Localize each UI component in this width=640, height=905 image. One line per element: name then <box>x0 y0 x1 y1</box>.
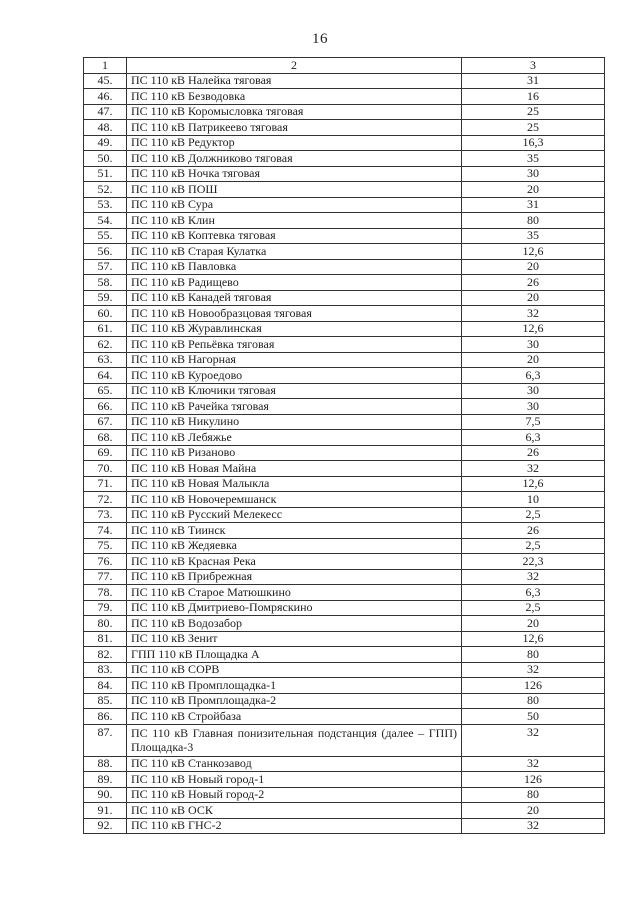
table-row <box>84 787 605 803</box>
value-cell: 7,5 <box>462 414 605 430</box>
table-row <box>84 461 605 477</box>
substation-name-cell: ПС 110 кВ ГНС-2 <box>127 818 462 834</box>
table-row <box>84 213 605 229</box>
table-row <box>84 678 605 694</box>
value-cell: 2,5 <box>462 538 605 554</box>
row-number-cell: 92. <box>84 818 127 834</box>
row-number-cell: 47. <box>84 104 127 120</box>
column-header-number: 1 <box>84 58 127 74</box>
column-header-value: 3 <box>462 58 605 74</box>
substation-name-cell: ПС 110 кВ Коптевка тяговая <box>127 228 462 244</box>
row-number-cell: 64. <box>84 368 127 384</box>
value-cell: 32 <box>462 306 605 322</box>
value-cell: 32 <box>462 569 605 585</box>
value-cell: 126 <box>462 678 605 694</box>
row-number-cell: 90. <box>84 787 127 803</box>
row-number-cell: 79. <box>84 600 127 616</box>
value-cell: 35 <box>462 228 605 244</box>
table-row <box>84 151 605 167</box>
row-number-cell: 49. <box>84 135 127 151</box>
value-cell: 30 <box>462 337 605 353</box>
row-number-cell: 83. <box>84 662 127 678</box>
value-cell: 30 <box>462 383 605 399</box>
table-row <box>84 89 605 105</box>
substation-name-cell: ПС 110 кВ Промплощадка-1 <box>127 678 462 694</box>
row-number-cell: 63. <box>84 352 127 368</box>
value-cell: 6,3 <box>462 585 605 601</box>
table-row <box>84 709 605 725</box>
table-row <box>84 507 605 523</box>
substation-name-cell: ПС 110 кВ Нагорная <box>127 352 462 368</box>
table-row <box>84 120 605 136</box>
substation-name-cell: ПС 110 кВ Сура <box>127 197 462 213</box>
value-cell: 80 <box>462 213 605 229</box>
row-number-cell: 78. <box>84 585 127 601</box>
table-row <box>84 631 605 647</box>
substation-name-cell: ПС 110 кВ Новочеремшанск <box>127 492 462 508</box>
row-number-cell: 73. <box>84 507 127 523</box>
substation-name-cell: ПС 110 кВ Налейка тяговая <box>127 73 462 89</box>
substation-name-cell: ПС 110 кВ Старое Матюшкино <box>127 585 462 601</box>
value-cell: 35 <box>462 151 605 167</box>
value-cell: 6,3 <box>462 368 605 384</box>
table-header-row <box>84 58 605 74</box>
row-number-cell: 89. <box>84 772 127 788</box>
value-cell: 20 <box>462 352 605 368</box>
value-cell: 30 <box>462 166 605 182</box>
table-row <box>84 662 605 678</box>
row-number-cell: 59. <box>84 290 127 306</box>
value-cell: 32 <box>462 662 605 678</box>
table-row <box>84 321 605 337</box>
table-row <box>84 352 605 368</box>
substation-name-cell: ПС 110 кВ Новая Майна <box>127 461 462 477</box>
row-number-cell: 55. <box>84 228 127 244</box>
row-number-cell: 56. <box>84 244 127 260</box>
substation-name-cell: ПС 110 кВ Клин <box>127 213 462 229</box>
table-row <box>84 197 605 213</box>
value-cell: 12,6 <box>462 244 605 260</box>
value-cell: 20 <box>462 259 605 275</box>
substation-name-cell: ПС 110 кВ Новый город-1 <box>127 772 462 788</box>
table-row <box>84 492 605 508</box>
substation-name-cell: ГПП 110 кВ Площадка А <box>127 647 462 663</box>
table-row <box>84 259 605 275</box>
table-row <box>84 600 605 616</box>
substation-name-cell: ПС 110 кВ ОСК <box>127 803 462 819</box>
table-row <box>84 430 605 446</box>
row-number-cell: 54. <box>84 213 127 229</box>
table-row <box>84 445 605 461</box>
value-cell: 25 <box>462 120 605 136</box>
substation-name-cell: ПС 110 кВ Безводовка <box>127 89 462 105</box>
value-cell: 12,6 <box>462 321 605 337</box>
table-row <box>84 337 605 353</box>
value-cell: 32 <box>462 461 605 477</box>
row-number-cell: 65. <box>84 383 127 399</box>
substation-name-cell: ПС 110 кВ Красная Река <box>127 554 462 570</box>
substation-name-cell: ПС 110 кВ Станкозавод <box>127 756 462 772</box>
value-cell: 32 <box>462 818 605 834</box>
value-cell: 31 <box>462 73 605 89</box>
value-cell: 12,6 <box>462 631 605 647</box>
table-row <box>84 135 605 151</box>
value-cell: 26 <box>462 523 605 539</box>
value-cell: 32 <box>462 724 605 756</box>
table-row <box>84 383 605 399</box>
substation-name-cell: ПС 110 кВ Лебяжье <box>127 430 462 446</box>
value-cell: 2,5 <box>462 600 605 616</box>
table-row <box>84 104 605 120</box>
row-number-cell: 70. <box>84 461 127 477</box>
substation-name-cell: ПС 110 кВ Русский Мелекесс <box>127 507 462 523</box>
table-row <box>84 244 605 260</box>
value-cell: 31 <box>462 197 605 213</box>
value-cell: 26 <box>462 275 605 291</box>
row-number-cell: 62. <box>84 337 127 353</box>
table-row <box>84 306 605 322</box>
table-row <box>84 647 605 663</box>
substation-name-cell: ПС 110 кВ Павловка <box>127 259 462 275</box>
row-number-cell: 71. <box>84 476 127 492</box>
value-cell: 26 <box>462 445 605 461</box>
table-body <box>84 58 605 834</box>
page-number: 16 <box>312 31 328 47</box>
row-number-cell: 69. <box>84 445 127 461</box>
row-number-cell: 51. <box>84 166 127 182</box>
value-cell: 10 <box>462 492 605 508</box>
table-row <box>84 166 605 182</box>
table-row <box>84 772 605 788</box>
value-cell: 20 <box>462 290 605 306</box>
row-number-cell: 60. <box>84 306 127 322</box>
table-row <box>84 228 605 244</box>
table-row <box>84 803 605 819</box>
value-cell: 22,3 <box>462 554 605 570</box>
substation-table <box>83 57 605 834</box>
value-cell: 20 <box>462 616 605 632</box>
row-number-cell: 68. <box>84 430 127 446</box>
substation-name-cell: ПС 110 кВ Ризаново <box>127 445 462 461</box>
substation-name-cell: ПС 110 кВ Куроедово <box>127 368 462 384</box>
row-number-cell: 57. <box>84 259 127 275</box>
table-row <box>84 818 605 834</box>
substation-name-cell: ПС 110 кВ Новый город-2 <box>127 787 462 803</box>
value-cell: 2,5 <box>462 507 605 523</box>
row-number-cell: 50. <box>84 151 127 167</box>
substation-name-cell: ПС 110 кВ Старая Кулатка <box>127 244 462 260</box>
row-number-cell: 88. <box>84 756 127 772</box>
column-header-name: 2 <box>127 58 462 74</box>
table-row <box>84 585 605 601</box>
row-number-cell: 84. <box>84 678 127 694</box>
substation-name-cell: ПС 110 кВ Тиинск <box>127 523 462 539</box>
value-cell: 30 <box>462 399 605 415</box>
row-number-cell: 66. <box>84 399 127 415</box>
value-cell: 50 <box>462 709 605 725</box>
value-cell: 20 <box>462 803 605 819</box>
substation-name-cell: ПС 110 кВ Прибрежная <box>127 569 462 585</box>
row-number-cell: 86. <box>84 709 127 725</box>
value-cell: 6,3 <box>462 430 605 446</box>
row-number-cell: 61. <box>84 321 127 337</box>
substation-name-cell: ПС 110 кВ Жедяевка <box>127 538 462 554</box>
substation-name-cell: ПС 110 кВ Ключики тяговая <box>127 383 462 399</box>
row-number-cell: 48. <box>84 120 127 136</box>
row-number-cell: 72. <box>84 492 127 508</box>
substation-name-cell: ПС 110 кВ Должниково тяговая <box>127 151 462 167</box>
value-cell: 80 <box>462 693 605 709</box>
row-number-cell: 46. <box>84 89 127 105</box>
value-cell: 16,3 <box>462 135 605 151</box>
value-cell: 32 <box>462 756 605 772</box>
substation-name-cell: ПС 110 кВ Стройбаза <box>127 709 462 725</box>
substation-name-cell: ПС 110 кВ Новая Малыкла <box>127 476 462 492</box>
table-row <box>84 182 605 198</box>
substation-name-cell: ПС 110 кВ СОРВ <box>127 662 462 678</box>
table-row <box>84 73 605 89</box>
substation-name-cell: ПС 110 кВ Новообразцовая тяговая <box>127 306 462 322</box>
value-cell: 12,6 <box>462 476 605 492</box>
substation-name-cell: ПС 110 кВ Журавлинская <box>127 321 462 337</box>
table-row <box>84 756 605 772</box>
row-number-cell: 85. <box>84 693 127 709</box>
row-number-cell: 58. <box>84 275 127 291</box>
substation-name-cell: ПС 110 кВ Репьёвка тяговая <box>127 337 462 353</box>
substation-name-cell: ПС 110 кВ ПОШ <box>127 182 462 198</box>
table-row <box>84 569 605 585</box>
table-row <box>84 368 605 384</box>
row-number-cell: 53. <box>84 197 127 213</box>
row-number-cell: 82. <box>84 647 127 663</box>
substation-name-cell: ПС 110 кВ Водозабор <box>127 616 462 632</box>
value-cell: 126 <box>462 772 605 788</box>
value-cell: 80 <box>462 647 605 663</box>
substation-name-cell: ПС 110 кВ Радищево <box>127 275 462 291</box>
table-row <box>84 554 605 570</box>
table-row <box>84 523 605 539</box>
table-row <box>84 414 605 430</box>
row-number-cell: 77. <box>84 569 127 585</box>
substation-name-cell: ПС 110 кВ Коромысловка тяговая <box>127 104 462 120</box>
row-number-cell: 52. <box>84 182 127 198</box>
row-number-cell: 74. <box>84 523 127 539</box>
value-cell: 20 <box>462 182 605 198</box>
row-number-cell: 91. <box>84 803 127 819</box>
row-number-cell: 81. <box>84 631 127 647</box>
value-cell: 80 <box>462 787 605 803</box>
table-row <box>84 275 605 291</box>
row-number-cell: 76. <box>84 554 127 570</box>
value-cell: 25 <box>462 104 605 120</box>
substation-name-cell: ПС 110 кВ Дмитриево-Помряскино <box>127 600 462 616</box>
substation-name-cell: ПС 110 кВ Редуктор <box>127 135 462 151</box>
table-row <box>84 724 605 756</box>
table-row <box>84 693 605 709</box>
table-row <box>84 290 605 306</box>
value-cell: 16 <box>462 89 605 105</box>
row-number-cell: 87. <box>84 724 127 756</box>
substation-name-cell: ПС 110 кВ Никулино <box>127 414 462 430</box>
substation-name-cell: ПС 110 кВ Канадей тяговая <box>127 290 462 306</box>
row-number-cell: 80. <box>84 616 127 632</box>
substation-name-cell: ПС 110 кВ Главная понизительная подстанция (далее – ГПП) Площадка-3 <box>127 724 462 756</box>
substation-name-cell: ПС 110 кВ Рачейка тяговая <box>127 399 462 415</box>
substation-name-cell: ПС 110 кВ Ночка тяговая <box>127 166 462 182</box>
row-number-cell: 67. <box>84 414 127 430</box>
table-row <box>84 538 605 554</box>
substation-name-cell: ПС 110 кВ Зенит <box>127 631 462 647</box>
substation-name-cell: ПС 110 кВ Промплощадка-2 <box>127 693 462 709</box>
table-row <box>84 476 605 492</box>
row-number-cell: 75. <box>84 538 127 554</box>
table-row <box>84 616 605 632</box>
substation-name-cell: ПС 110 кВ Патрикеево тяговая <box>127 120 462 136</box>
row-number-cell: 45. <box>84 73 127 89</box>
table-row <box>84 399 605 415</box>
